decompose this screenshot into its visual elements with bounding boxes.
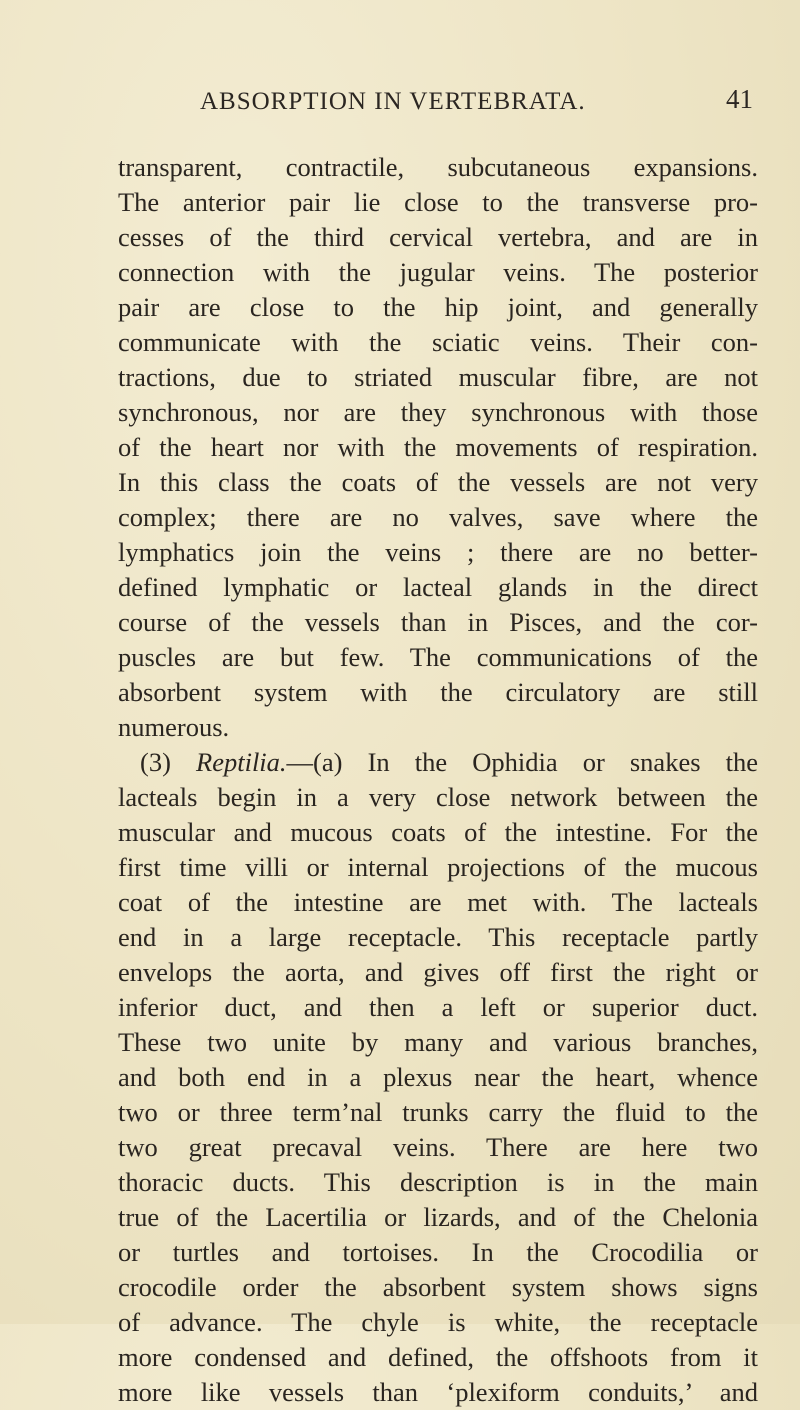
text-line: more condensed and defined, the offshoots from it [118,1342,758,1372]
text-line: puscles are but few. The communications of the [118,642,758,672]
text-line: envelops the aorta, and gives off first the right or [118,957,758,987]
text-line: two or three termʼnal trunks carry the fluid to the [118,1097,758,1127]
text-line: crocodile order the absorbent system shows signs [118,1272,758,1302]
section-first-line: In the Ophidia or snakes the [342,747,758,777]
text-line: of advance. The chyle is white, the receptacle [118,1307,758,1337]
text-line: transparent, contractile, subcutaneous expansions. [118,152,758,182]
text-line: absorbent system with the circulatory are still [118,677,758,707]
text-line: muscular and mucous coats of the intestine. For the [118,817,758,847]
text-line: inferior duct, and then a left or superior duct. [118,992,758,1022]
text-line: communicate with the sciatic veins. Their con- [118,327,758,357]
text-line: synchronous, nor are they synchronous with those [118,397,758,427]
text-line: connection with the jugular veins. The posterior [118,257,758,287]
text-line: course of the vessels than in Pisces, and the cor- [118,607,758,637]
text-line: defined lymphatic or lacteal glands in the direct [118,572,758,602]
text-line: These two unite by many and various branches, [118,1027,758,1057]
running-head: ABSORPTION IN VERTEBRATA. [200,88,586,115]
text-line: or turtles and tortoises. In the Crocodilia or [118,1237,758,1267]
text-line: The anterior pair lie close to the transverse pro- [118,187,758,217]
text-line: first time villi or internal projections of the mucous [118,852,758,882]
section-sub-label: (a) [313,747,343,777]
text-line: lacteals begin in a very close network between the [118,782,758,812]
page-number: 41 [726,84,753,114]
text-line: numerous. [118,712,230,742]
text-line: In this class the coats of the vessels are not very [118,467,758,497]
text-line: coat of the intestine are met with. The lacteals [118,887,758,917]
section-heading-line [118,745,758,780]
text-line: more like vessels than ‘plexiform conduits,’ and [118,1377,758,1407]
section-dash: — [286,747,314,777]
text-line: of the heart nor with the movements of respiration. [118,432,758,462]
text-line: complex; there are no valves, save where the [118,502,758,532]
text-line: tractions, due to striated muscular fibre, are not [118,362,758,392]
text-line: two great precaval veins. There are here two [118,1132,758,1162]
text-line: and both end in a plexus near the heart, whence [118,1062,758,1092]
body-text [118,150,758,1410]
text-line: thoracic ducts. This description is in the main [118,1167,758,1197]
text-line: lymphatics join the veins ; there are no better- [118,537,758,567]
text-line: cesses of the third cervical vertebra, and are in [118,222,758,252]
text-line: true of the Lacertilia or lizards, and of the Chelonia [118,1202,758,1232]
section-title: Reptilia. [196,747,287,777]
section-number: (3) [140,747,171,777]
text-line: pair are close to the hip joint, and generally [118,292,758,322]
text-line: end in a large receptacle. This receptacle partly [118,922,758,952]
